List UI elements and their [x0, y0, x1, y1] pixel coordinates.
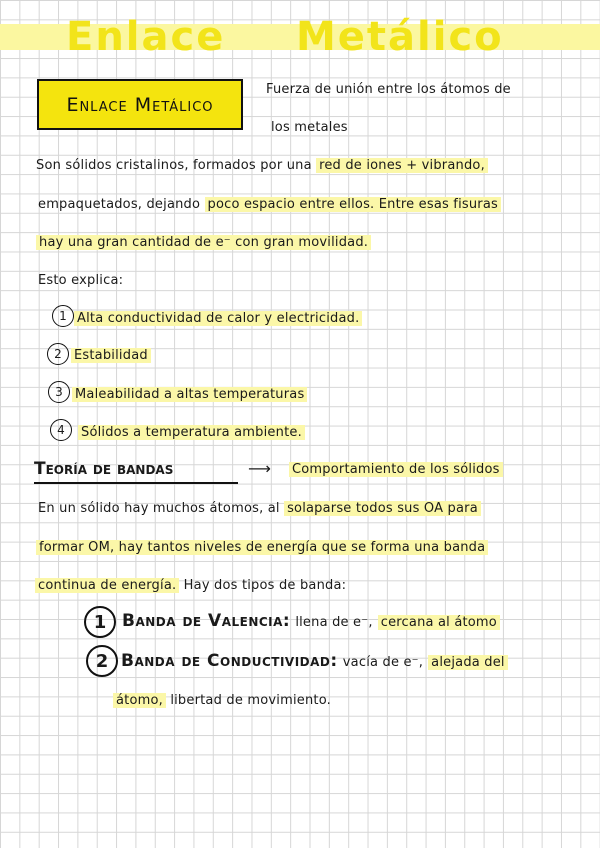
band-type-1-desc-highlight: cercana al átomo [378, 615, 500, 630]
definition-line-2: los metales [271, 120, 348, 135]
band-type-1-number: 1 [84, 606, 116, 638]
definition-box: Enlace Metálico [37, 79, 243, 130]
band-type-2 [121, 651, 508, 671]
bands-paragraph-line-3-text: Hay dos tipos de banda: [183, 578, 347, 593]
bands-paragraph-line-2-highlight: formar OM, hay tantos niveles de energía que se forma una banda [36, 540, 488, 555]
explains-item-2 [71, 348, 151, 363]
definition-line-1: Fuerza de unión entre los átomos de [266, 82, 511, 97]
band-type-2-number: 2 [86, 645, 118, 677]
page-title-left: Enlace [66, 14, 226, 60]
bands-paragraph-line-1-text: En un sólido hay muchos átomos, al [38, 501, 280, 516]
explains-intro: Esto explica: [38, 273, 124, 288]
explains-item-3 [72, 387, 307, 402]
bands-subtitle-text: Comportamiento de los sólidos [289, 462, 503, 477]
paragraph1-line-1-text: Son sólidos cristalinos, formados por una [36, 158, 312, 173]
paragraph1-line-2-highlight: poco espacio entre ellos. Entre esas fisuras [205, 197, 501, 212]
band-type-1-desc: llena de e⁻, [295, 615, 373, 630]
bands-subtitle [289, 462, 503, 477]
band-type-2-desc: vacía de e⁻, [342, 655, 424, 670]
explains-item-4 [78, 425, 305, 440]
bands-paragraph-line-1-highlight: solaparse todos sus OA para [284, 501, 481, 516]
bands-paragraph-line-1 [38, 501, 481, 516]
band-type-2-line-2-text: libertad de movimiento. [170, 693, 331, 708]
bands-heading: Teoría de bandas [34, 459, 174, 479]
explains-item-4-text: Sólidos a temperatura ambiente. [78, 425, 305, 440]
band-type-2-line-2 [113, 693, 331, 708]
band-type-1 [122, 611, 500, 631]
page-title-right: Metálico [296, 14, 504, 60]
bands-paragraph-line-3-highlight: continua de energía. [35, 578, 179, 593]
band-type-2-desc-highlight: alejada del [428, 655, 508, 670]
explains-item-3-text: Maleabilidad a altas temperaturas [72, 387, 307, 402]
paragraph1-line-2 [38, 197, 501, 212]
explains-item-2-number: 2 [47, 343, 69, 365]
bands-paragraph-line-2 [36, 540, 488, 555]
band-type-2-line-2-highlight: átomo, [113, 693, 166, 708]
bands-paragraph-line-3 [35, 578, 346, 593]
paragraph1-line-3 [36, 235, 371, 250]
explains-item-4-number: 4 [50, 419, 72, 441]
explains-item-3-number: 3 [48, 381, 70, 403]
explains-item-1-text: Alta conductividad de calor y electricidad. [74, 311, 362, 326]
explains-item-2-text: Estabilidad [71, 348, 151, 363]
paragraph1-line-2-text: empaquetados, dejando [38, 197, 201, 212]
explains-item-1-number: 1 [52, 305, 74, 327]
paragraph1-line-3-highlight: hay una gran cantidad de e⁻ con gran movilidad. [36, 235, 371, 250]
arrow-right-icon: ⟶ [248, 459, 271, 478]
paragraph1-line-1-highlight: red de iones + vibrando, [316, 158, 488, 173]
band-type-1-name: Banda de Valencia: [122, 611, 291, 631]
bands-heading-underline [34, 482, 238, 484]
explains-item-1 [74, 311, 362, 326]
band-type-2-name: Banda de Conductividad: [121, 651, 338, 671]
paragraph1-line-1 [36, 158, 488, 173]
